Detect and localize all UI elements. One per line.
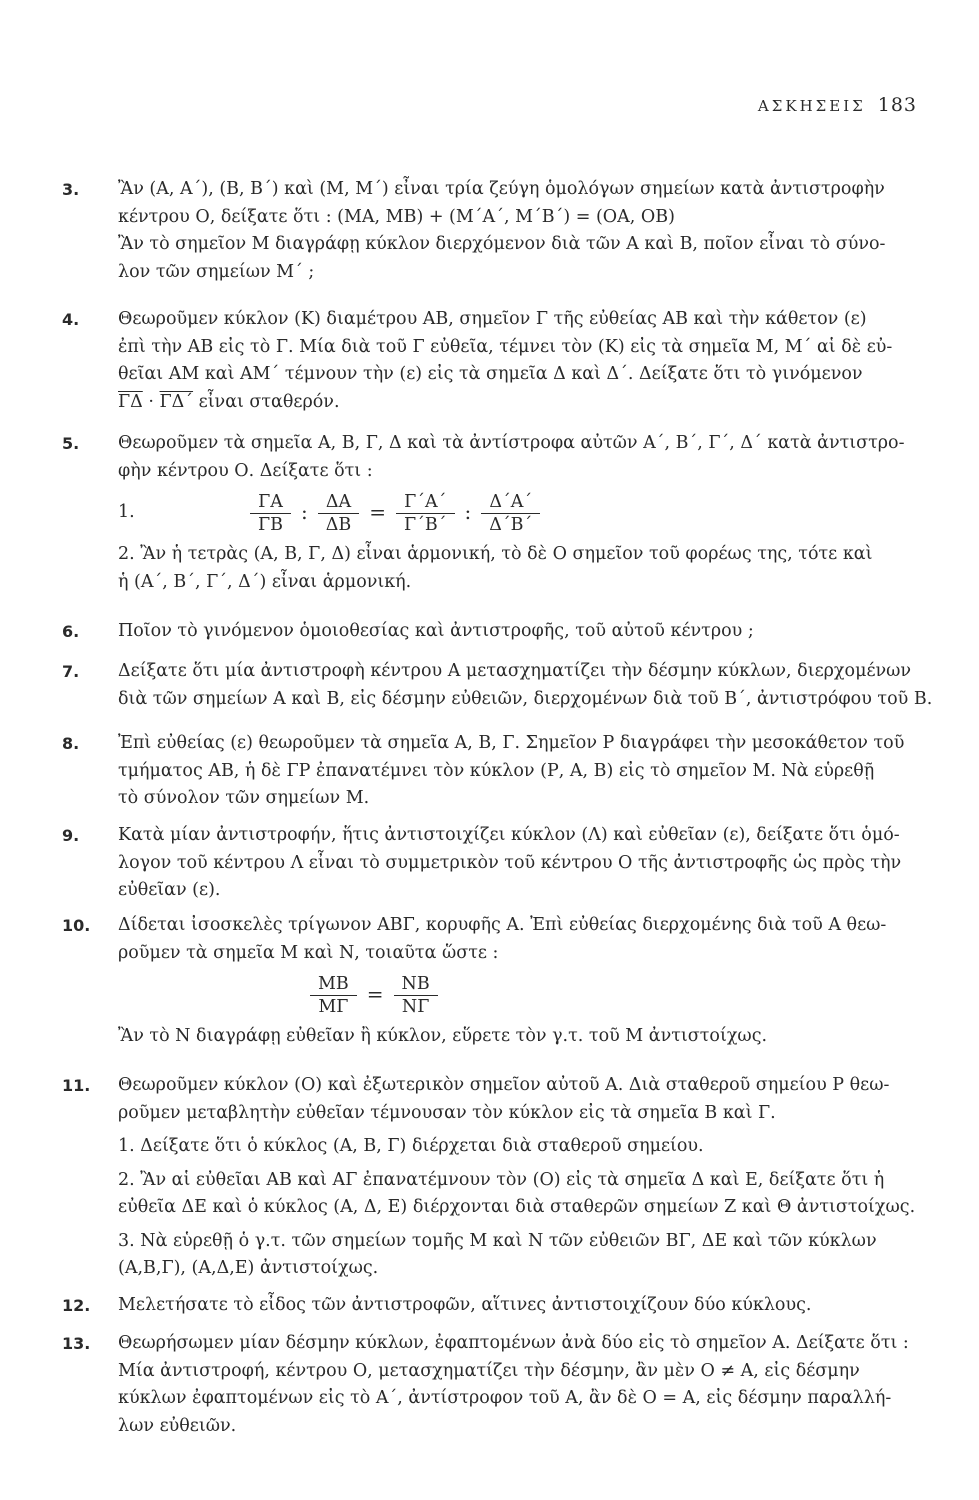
- exercise-text-line: τμήματος ΑΒ, ἡ δὲ ΓΡ ἐπανατέμνει τὸν κύκλον (Ρ, Α, Β) εἰς τὸ σημεῖον Μ. Νὰ εὑρεθῇ: [118, 760, 875, 781]
- exercise-8: [62, 730, 932, 813]
- item-label: 1.: [118, 502, 135, 523]
- exercise-number: 9.: [62, 826, 80, 845]
- exercise-9: [62, 822, 932, 905]
- exercise-text-line: Ἐπὶ εὐθείας (ε) θεωροῦμεν τὰ σημεῖα Α, Β, Γ. Σημεῖον Ρ διαγράφει τὴν μεσοκάθετον τοῦ: [118, 733, 905, 753]
- exercise-number: 4.: [62, 310, 80, 329]
- exercise-number: 12.: [62, 1296, 91, 1315]
- exercise-subitem: 3. Νὰ εὑρεθῇ ὁ γ.τ. τῶν σημείων τομῆς Μ καὶ Ν τῶν εὐθειῶν ΒΓ, ΔΕ καὶ τῶν κύκλων: [118, 1230, 877, 1251]
- exercise-4: [62, 306, 932, 416]
- exercise-text-line: εὐθεῖα ΔΕ καὶ ὁ κύκλος (Α, Δ, Ε) διέρχονται διὰ σταθερῶν σημείων Ζ καὶ Θ ἀντιστοίχως.: [118, 1197, 916, 1217]
- exercise-text-line: λογον τοῦ κέντρου Λ εἶναι τὸ συμμετρικὸν τοῦ κέντρου Ο τῆς ἀντιστροφῆς ὡς πρὸς τὴν: [118, 852, 902, 873]
- exercise-text-line: θεῖαι ΑΜ καὶ ΑΜ΄ τέμνουν τὴν (ε) εἰς τὰ σημεῖα Δ καὶ Δ΄. Δείξατε ὅτι τὸ γινόμενον: [118, 364, 863, 384]
- exercise-text-line: Θεωρήσωμεν μίαν δέσμην κύκλων, ἐφαπτομένων ἀνὰ δύο εἰς τὸ σημεῖον Α. Δείξατε ὅτι :: [118, 1333, 909, 1353]
- exercise-5: [62, 430, 932, 596]
- exercise-text-line: Μία ἀντιστροφή, κέντρου Ο, μετασχηματίζει τὴν δέσμην, ἂν μὲν Ο ≠ Α, εἰς δέσμην: [118, 1360, 860, 1381]
- exercise-text-line: Θεωροῦμεν κύκλον (Ο) καὶ ἐξωτερικὸν σημεῖον αὐτοῦ Α. Διὰ σταθεροῦ σημείου Ρ θεω-: [118, 1075, 890, 1095]
- exercise-11: [62, 1072, 932, 1283]
- exercise-text-line: κέντρου Ο, δείξατε ὅτι : (ΜΑ, ΜΒ) + (Μ΄Α΄, Μ΄Β΄) = (ΟΑ, ΟΒ): [118, 206, 675, 227]
- exercise-text-line: λον τῶν σημείων Μ΄ ;: [118, 261, 315, 282]
- fraction: $\frac{NB}{N\Gamma}$: [394, 973, 438, 1018]
- cross-ratio-formula: [118, 485, 932, 541]
- exercise-text-tail: εἶναι σταθερόν.: [198, 391, 340, 412]
- exercise-text-line: διὰ τῶν σημείων Α καὶ Β, εἰς δέσμην εὐθειῶν, διερχομένων διὰ τοῦ Β΄, ἀντιστρόφου τοῦ Β.: [118, 688, 932, 709]
- exercise-subitem: 1. Δείξατε ὅτι ὁ κύκλος (Α, Β, Γ) διέρχεται διὰ σταθεροῦ σημείου.: [118, 1136, 704, 1156]
- exercise-text-line: εὐθεῖαν (ε).: [118, 880, 221, 900]
- colon-operator: :: [464, 500, 472, 525]
- exercise-text-line: Ποῖον τὸ γινόμενον ὁμοιοθεσίας καὶ ἀντιστροφῆς, τοῦ αὐτοῦ κέντρου ;: [118, 621, 754, 641]
- fraction: $\frac{\Delta A}{\Delta B}$: [318, 491, 360, 536]
- exercise-text-line: ροῦμεν τὰ σημεῖα Μ καὶ Ν, τοιαῦτα ὥστε :: [118, 942, 499, 963]
- exercise-text-line: φὴν κέντρου Ο. Δείξατε ὅτι :: [118, 460, 373, 481]
- exercise-text-line: ἡ (Α΄, Β΄, Γ΄, Δ΄) εἶναι ἁρμονική.: [118, 571, 412, 592]
- exercise-number: 6.: [62, 622, 80, 641]
- exercise-number: 11.: [62, 1076, 91, 1095]
- exercise-text-line: Ἂν τὸ σημεῖον Μ διαγράφῃ κύκλον διερχόμενον διὰ τῶν Α καὶ Β, ποῖον εἶναι τὸ σύνο-: [118, 234, 886, 254]
- exercise-text-line: τὸ σύνολον τῶν σημείων Μ.: [118, 788, 370, 808]
- section-title: ΑΣΚΗΣΕΙΣ: [757, 97, 866, 115]
- exercise-text-line: λων εὐθειῶν.: [118, 1415, 237, 1436]
- exercise-subitem: 2. Ἂν αἱ εὐθεῖαι ΑΒ καὶ ΑΓ ἐπανατέμνουν τὸν (Ο) εἰς τὰ σημεῖα Δ καὶ Ε, δείξατε ὅτι ἡ: [118, 1169, 885, 1190]
- exercise-text-line: Ἂν τὸ Ν διαγράφῃ εὐθεῖαν ἢ κύκλον, εὕρετε τὸν γ.τ. τοῦ Μ ἀντιστοίχως.: [118, 1026, 768, 1046]
- exercise-number: 8.: [62, 734, 80, 753]
- exercise-text-line: Θεωροῦμεν τὰ σημεῖα Α, Β, Γ, Δ καὶ τὰ ἀντίστροφα αὐτῶν Α΄, Β΄, Γ΄, Δ΄ κατὰ ἀντιστρο-: [118, 433, 905, 453]
- segment-gamma-delta-prime: $\overline{\Gamma\Delta΄}$: [159, 391, 194, 412]
- fraction: $\frac{\Gamma΄A΄}{\Gamma΄B΄}$: [396, 491, 455, 536]
- exercise-number: 5.: [62, 434, 80, 453]
- exercise-12: [62, 1292, 932, 1320]
- product-dot: ·: [148, 391, 154, 412]
- segment-gamma-delta: $\overline{\Gamma\Delta}$: [118, 391, 143, 412]
- colon-operator: :: [301, 500, 308, 525]
- exercise-text-line: Μελετήσατε τὸ εἶδος τῶν ἀντιστροφῶν, αἵτινες ἀντιστοιχίζουν δύο κύκλους.: [118, 1295, 812, 1315]
- exercise-6: [62, 618, 932, 646]
- exercise-number: 10.: [62, 916, 91, 935]
- exercise-text-line: 2. Ἂν ἡ τετρὰς (Α, Β, Γ, Δ) εἶναι ἁρμονική, τὸ δὲ Ο σημεῖον τοῦ φορέως της, τότε καὶ: [118, 544, 873, 564]
- exercise-text-line: ἐπὶ τὴν ΑΒ εἰς τὸ Γ. Μία διὰ τοῦ Γ εὐθεῖα, τέμνει τὸν (Κ) εἰς τὰ σημεῖα Μ, Μ΄ αἱ δὲ εὐ-: [118, 336, 893, 357]
- running-header: [758, 94, 917, 116]
- fraction: $\frac{\Gamma A}{\Gamma B}$: [250, 491, 291, 536]
- page-number: 183: [877, 94, 917, 116]
- exercise-text-line: Δείξατε ὅτι μία ἀντιστροφὴ κέντρου Α μετασχηματίζει τὴν δέσμην κύκλων, διερχομένων: [118, 661, 912, 681]
- ratio-formula: [118, 967, 932, 1023]
- fraction: $\frac{MB}{M\Gamma}$: [310, 973, 357, 1018]
- exercise-text-line: ροῦμεν μεταβλητὴν εὐθεῖαν τέμνουσαν τὸν κύκλον εἰς τὰ σημεῖα Β καὶ Γ.: [118, 1102, 776, 1123]
- exercise-7: [62, 658, 932, 713]
- exercise-13: [62, 1330, 932, 1440]
- equals-operator: =: [369, 500, 387, 525]
- exercise-10: [62, 912, 932, 1051]
- exercise-number: 13.: [62, 1334, 91, 1353]
- equals-operator: =: [366, 982, 384, 1007]
- exercise-number: 7.: [62, 662, 80, 681]
- exercise-3: [62, 176, 932, 286]
- fraction: $\frac{\Delta΄A΄}{\Delta΄B΄}$: [481, 491, 540, 536]
- exercise-text-line: Ἂν (Α, Α΄), (Β, Β΄) καὶ (Μ, Μ΄) εἶναι τρία ζεύγη ὁμολόγων σημείων κατὰ ἀντιστροφὴν: [118, 179, 885, 199]
- exercise-text-line: Δίδεται ἰσοσκελὲς τρίγωνον ΑΒΓ, κορυφῆς Α. Ἐπὶ εὐθείας διερχομένης διὰ τοῦ Α θεω-: [118, 915, 887, 935]
- exercise-text-line: Θεωροῦμεν κύκλον (Κ) διαμέτρου ΑΒ, σημεῖον Γ τῆς εὐθείας ΑΒ καὶ τὴν κάθετον (ε): [118, 309, 867, 329]
- exercise-text-line: κύκλων ἐφαπτομένων εἰς τὸ Α΄, ἀντίστροφον τοῦ Α, ἂν δὲ Ο = Α, εἰς δέσμην παραλλή-: [118, 1388, 892, 1408]
- exercise-text-line: [118, 389, 932, 417]
- exercise-text-line: (Α,Β,Γ), (Α,Δ,Ε) ἀντιστοίχως.: [118, 1258, 379, 1278]
- exercise-text-line: Κατὰ μίαν ἀντιστροφήν, ἥτις ἀντιστοιχίζει κύκλον (Λ) καὶ εὐθεῖαν (ε), δείξατε ὅτι ὁμό-: [118, 825, 900, 845]
- exercise-number: 3.: [62, 180, 80, 199]
